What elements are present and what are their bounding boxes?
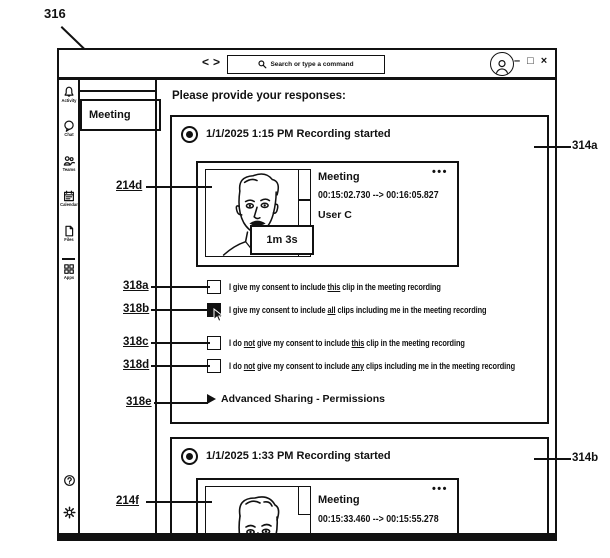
- radio-recording-1[interactable]: [181, 126, 198, 143]
- rail-top-line: [78, 90, 157, 92]
- back-icon[interactable]: <: [202, 55, 214, 69]
- radio-dot: [186, 131, 193, 138]
- ref-label-214d: 214d: [116, 180, 143, 192]
- consent-option-label: I give my consent to include this clip in the meeting recording: [229, 281, 441, 292]
- clip-title: Meeting: [318, 171, 360, 183]
- teams-icon: [63, 155, 75, 167]
- sidebar-item-files[interactable]: [59, 225, 79, 242]
- sidebar-item-calendar[interactable]: [59, 190, 79, 207]
- ref-label-314a: 314a: [572, 140, 598, 152]
- expand-triangle-icon: [207, 394, 216, 404]
- ref-label-314b: 314b: [572, 452, 599, 464]
- consent-option-label: I give my consent to include all clips including me in the meeting recording: [229, 304, 487, 315]
- minimize-button[interactable]: –: [514, 55, 521, 67]
- titlebar: [59, 50, 555, 80]
- figure-cutoff-bar: [57, 533, 557, 541]
- leader-line: [151, 365, 210, 367]
- forward-icon[interactable]: >: [213, 55, 225, 69]
- consent-option-row: [207, 298, 543, 321]
- nav-arrows: [202, 55, 224, 69]
- more-options-icon[interactable]: •••: [431, 166, 448, 178]
- sidebar-item-chat[interactable]: [59, 120, 79, 137]
- radio-dot: [186, 453, 193, 460]
- help-icon: [63, 474, 76, 487]
- consent-option-row: [207, 275, 543, 298]
- avatar[interactable]: [490, 52, 514, 76]
- ref-label-214f: 214f: [116, 495, 140, 507]
- clip-title: Meeting: [318, 494, 360, 506]
- files-icon: [63, 225, 75, 237]
- advanced-sharing-expander[interactable]: [207, 393, 385, 405]
- app-window: [57, 48, 557, 537]
- ref-label-318a: 318a: [123, 280, 149, 292]
- rail-tab-meeting[interactable]: [80, 99, 161, 131]
- clip-speaker: User C: [318, 209, 352, 221]
- speaker-sketch: [206, 487, 310, 537]
- sidebar-item-apps[interactable]: [59, 263, 79, 280]
- gear-icon: [63, 506, 76, 519]
- consent-option-row: [207, 354, 543, 377]
- leader-line: [151, 286, 210, 288]
- bell-icon: [63, 86, 75, 98]
- page-title: Please provide your responses:: [172, 90, 346, 102]
- maximize-button[interactable]: □: [527, 55, 534, 67]
- sidebar-item-label: Files: [64, 237, 74, 242]
- calendar-icon: [63, 190, 75, 202]
- sidebar-item-label: Activity: [61, 98, 77, 103]
- recording-title: 1/1/2025 1:33 PM Recording started: [206, 450, 391, 462]
- sidebar-item-teams[interactable]: [59, 155, 79, 172]
- search-input[interactable]: [227, 55, 385, 74]
- duration-badge: 1m 3s: [250, 225, 314, 255]
- leader-line: [154, 402, 208, 404]
- clip-thumbnail-2[interactable]: [205, 486, 311, 537]
- leader-line: [146, 186, 212, 188]
- ref-label-318c: 318c: [123, 336, 149, 348]
- consent-option-label: I do not give my consent to include this clip in the meeting recording: [229, 337, 465, 348]
- ref-label-318d: 318d: [123, 359, 150, 371]
- leader-line: [534, 458, 571, 460]
- recording-title: 1/1/2025 1:15 PM Recording started: [206, 128, 391, 140]
- chat-icon: [63, 120, 75, 132]
- sidebar-divider: [78, 80, 80, 537]
- ref-label-318b: 318b: [123, 303, 150, 315]
- more-options-icon[interactable]: •••: [431, 483, 448, 495]
- clip-timecodes: 00:15:02.730 --> 00:16:05.827: [318, 190, 439, 201]
- settings-button[interactable]: [59, 506, 79, 519]
- close-button[interactable]: ×: [540, 55, 548, 67]
- sidebar-separator: [62, 258, 75, 260]
- sidebar-item-label: Chat: [64, 132, 74, 137]
- consent-option-label: I do not give my consent to include any clips including me in the meeting recording: [229, 360, 516, 371]
- clip-timecodes: 00:15:33.460 --> 00:15:55.278: [318, 514, 439, 525]
- sidebar-item-label: Teams: [62, 167, 76, 172]
- recording-card-1: [170, 115, 549, 424]
- window-controls: [514, 55, 547, 67]
- advanced-sharing-label: Advanced Sharing - Permissions: [221, 393, 385, 405]
- recording-card-2: [170, 437, 549, 537]
- leader-line: [146, 501, 212, 503]
- ref-label-316: 316: [44, 6, 66, 21]
- clip-panel-2: [196, 478, 459, 537]
- user-icon: [493, 57, 511, 75]
- sidebar-item-label: Apps: [63, 275, 75, 280]
- clip-panel-1: [196, 161, 459, 267]
- search-placeholder: Search or type a command: [270, 61, 354, 68]
- search-icon: [258, 60, 267, 69]
- sidebar-item-activity[interactable]: [59, 86, 79, 103]
- apps-grid-icon: [63, 263, 75, 275]
- consent-option-row: [207, 331, 543, 354]
- cursor-icon: [213, 308, 225, 323]
- leader-line: [151, 309, 210, 311]
- consent-options: [207, 275, 543, 377]
- rail-tab-label: Meeting: [89, 109, 131, 121]
- ref-label-318e: 318e: [126, 396, 152, 408]
- help-button[interactable]: [59, 474, 79, 487]
- leader-line: [151, 342, 210, 344]
- filmstrip: [298, 487, 310, 515]
- sidebar-item-label: Calendar: [60, 202, 78, 207]
- leader-line: [534, 146, 571, 148]
- radio-recording-2[interactable]: [181, 448, 198, 465]
